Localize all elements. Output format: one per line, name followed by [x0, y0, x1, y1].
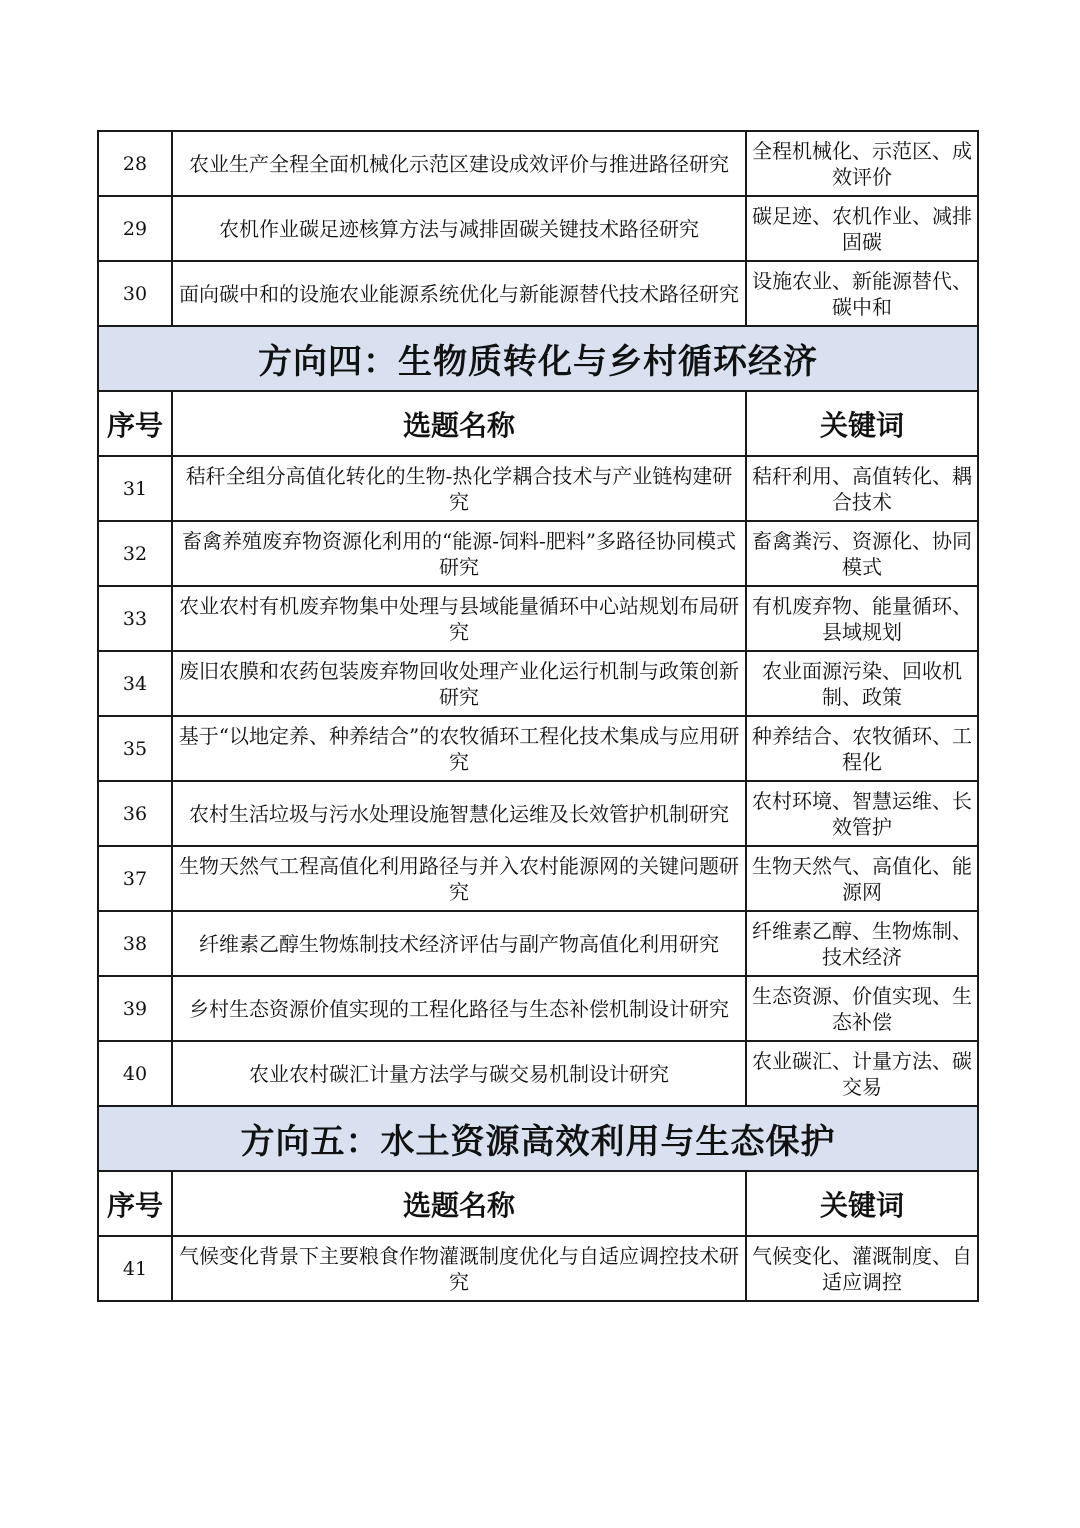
row-number: 31: [98, 456, 172, 521]
topic-keywords: 农业面源污染、回收机制、政策: [746, 651, 978, 716]
table-row: [98, 521, 978, 586]
header-title: 选题名称: [172, 1171, 746, 1236]
table-row: [98, 586, 978, 651]
topic-title: 农业农村有机废弃物集中处理与县域能量循环中心站规划布局研究: [172, 586, 746, 651]
header-number: 序号: [98, 391, 172, 456]
section-title: 方向四：生物质转化与乡村循环经济: [98, 326, 978, 391]
topic-table: [97, 130, 979, 1302]
section-heading-row: [98, 326, 978, 391]
header-keywords: 关键词: [746, 391, 978, 456]
topic-keywords: 种养结合、农牧循环、工程化: [746, 716, 978, 781]
row-number: 35: [98, 716, 172, 781]
table-row: [98, 1236, 978, 1301]
table-row: [98, 131, 978, 196]
topic-title: 畜禽养殖废弃物资源化利用的“能源-饲料-肥料”多路径协同模式研究: [172, 521, 746, 586]
row-number: 30: [98, 261, 172, 326]
topic-keywords: 农村环境、智慧运维、长效管护: [746, 781, 978, 846]
topic-keywords: 生态资源、价值实现、生态补偿: [746, 976, 978, 1041]
row-number: 38: [98, 911, 172, 976]
column-header-row: [98, 1171, 978, 1236]
row-number: 32: [98, 521, 172, 586]
topic-keywords: 设施农业、新能源替代、碳中和: [746, 261, 978, 326]
header-keywords: 关键词: [746, 1171, 978, 1236]
row-number: 39: [98, 976, 172, 1041]
topic-title: 秸秆全组分高值化转化的生物-热化学耦合技术与产业链构建研究: [172, 456, 746, 521]
table-row: [98, 651, 978, 716]
row-number: 28: [98, 131, 172, 196]
topic-title: 基于“以地定养、种养结合”的农牧循环工程化技术集成与应用研究: [172, 716, 746, 781]
topic-title: 纤维素乙醇生物炼制技术经济评估与副产物高值化利用研究: [172, 911, 746, 976]
table-row: [98, 1041, 978, 1106]
column-header-row: [98, 391, 978, 456]
topic-title: 废旧农膜和农药包装废弃物回收处理产业化运行机制与政策创新研究: [172, 651, 746, 716]
table-row: [98, 976, 978, 1041]
topic-keywords: 全程机械化、示范区、成效评价: [746, 131, 978, 196]
table-row: [98, 846, 978, 911]
topic-title: 农村生活垃圾与污水处理设施智慧化运维及长效管护机制研究: [172, 781, 746, 846]
table-row: [98, 456, 978, 521]
topic-title: 农机作业碳足迹核算方法与减排固碳关键技术路径研究: [172, 196, 746, 261]
table-row: [98, 911, 978, 976]
topic-keywords: 生物天然气、高值化、能源网: [746, 846, 978, 911]
section-heading-row: [98, 1106, 978, 1171]
header-title: 选题名称: [172, 391, 746, 456]
topic-keywords: 畜禽粪污、资源化、协同模式: [746, 521, 978, 586]
row-number: 41: [98, 1236, 172, 1301]
row-number: 29: [98, 196, 172, 261]
topic-keywords: 纤维素乙醇、生物炼制、技术经济: [746, 911, 978, 976]
topic-keywords: 有机废弃物、能量循环、县域规划: [746, 586, 978, 651]
table-row: [98, 196, 978, 261]
topic-title: 农业农村碳汇计量方法学与碳交易机制设计研究: [172, 1041, 746, 1106]
topic-title: 生物天然气工程高值化利用路径与并入农村能源网的关键问题研究: [172, 846, 746, 911]
table-row: [98, 261, 978, 326]
topic-title: 农业生产全程全面机械化示范区建设成效评价与推进路径研究: [172, 131, 746, 196]
topic-title: 乡村生态资源价值实现的工程化路径与生态补偿机制设计研究: [172, 976, 746, 1041]
row-number: 34: [98, 651, 172, 716]
topic-keywords: 秸秆利用、高值转化、耦合技术: [746, 456, 978, 521]
row-number: 37: [98, 846, 172, 911]
topic-title: 气候变化背景下主要粮食作物灌溉制度优化与自适应调控技术研究: [172, 1236, 746, 1301]
table-row: [98, 716, 978, 781]
row-number: 36: [98, 781, 172, 846]
table-row: [98, 781, 978, 846]
topic-keywords: 农业碳汇、计量方法、碳交易: [746, 1041, 978, 1106]
row-number: 33: [98, 586, 172, 651]
header-number: 序号: [98, 1171, 172, 1236]
row-number: 40: [98, 1041, 172, 1106]
topic-title: 面向碳中和的设施农业能源系统优化与新能源替代技术路径研究: [172, 261, 746, 326]
topic-keywords: 碳足迹、农机作业、减排固碳: [746, 196, 978, 261]
section-title: 方向五：水土资源高效利用与生态保护: [98, 1106, 978, 1171]
topic-keywords: 气候变化、灌溉制度、自适应调控: [746, 1236, 978, 1301]
